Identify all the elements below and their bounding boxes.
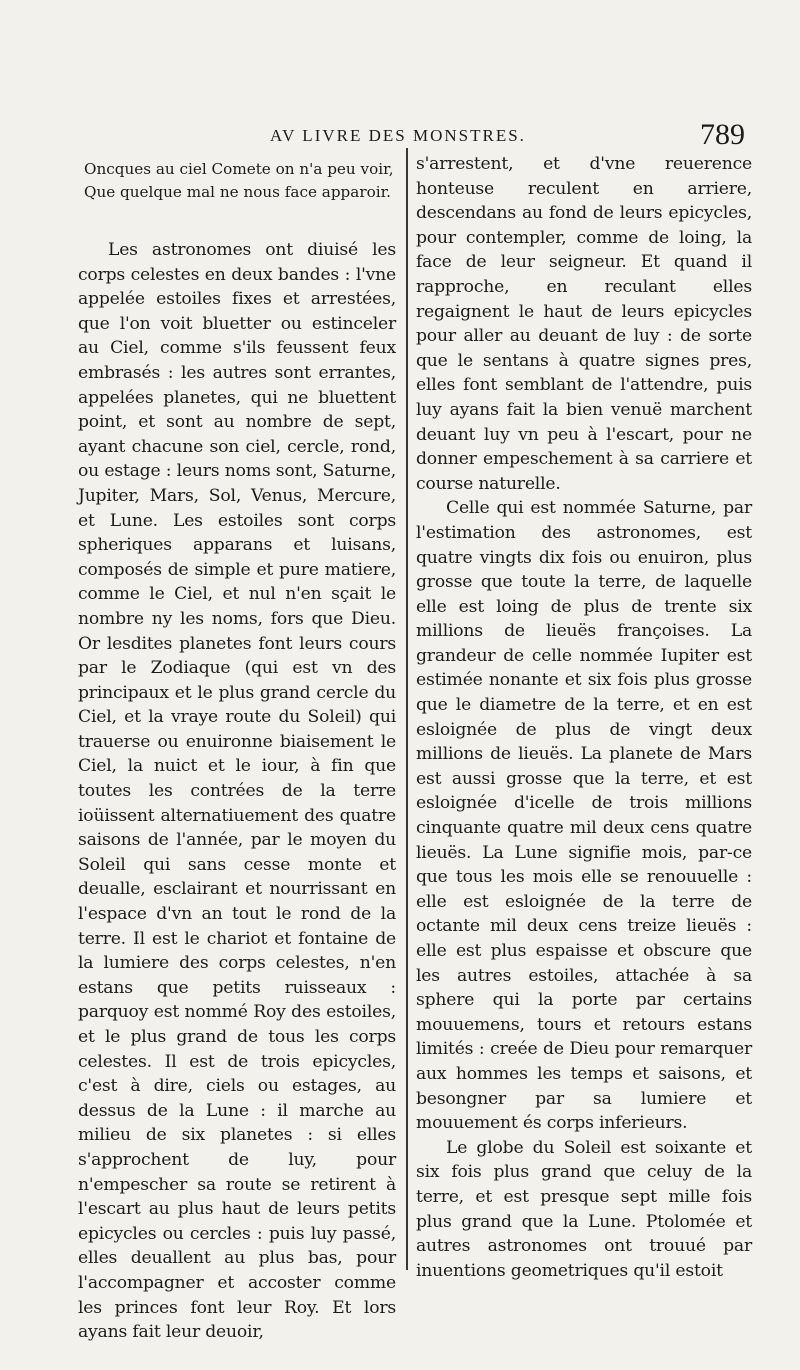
page-number: 789 (700, 118, 745, 151)
left-column (78, 152, 396, 1345)
verse-line: Que quelque mal ne nous face apparoir. (84, 183, 392, 201)
body-paragraph: s'arrestent, et d'vne reuerence honteuse reculent en arriere, descendans au fond de leurs epicycles, pour contempler, comme de loing, la face de leur seigneur. Et quand il rapproche, en reculant elles regaignent le haut de leurs epicycles pour aller au deuant de luy : de sorte que le sentans à quatre signes pres, elles font semblant de l'attendre, puis luy ayans fait la bien venuë marchent deuant luy vn peu à l'escart, pour ne donner empeschement à sa carriere et course naturelle. (416, 154, 752, 494)
body-paragraph: Celle qui est nommée Saturne, par l'estimation des astronomes, est quatre vingts dix fois ou enuiron, plus grosse que toute la terre, de laquelle elle est loing de plus de trente six millions de lieuës françoises. La grandeur de celle nommée Iupiter est estimée nonante et six fois plus grosse que le diametre de la terre, et en est esloignée de plus de vingt deux millions de lieuës. La planete de Mars est aussi grosse que la terre, et est esloignée d'icelle de trois millions cinquante quatre mil deux cens quatre lieuës. La Lune signifie mois, par-ce que tous les mois elle se renouuelle : elle est esloignée de la terre de octante mil deux cens treize lieuës : elle est plus espaisse et obscure que les autres estoiles, attachée à sa sphere qui la porte par certains mouuemens, tours et retours estans limités : creée de Dieu pour remarquer aux hommes les temps et saisons, et besongner par sa lumiere et mouuement és corps inferieurs. (416, 498, 752, 1134)
body-paragraph: Le globe du Soleil est soixante et six fois plus grand que celuy de la terre, et est presque sept mille fois plus grand que la Lune. Ptolomée et autres astronomes ont trouué par inuentions geometriques qu'il estoit (416, 1137, 752, 1281)
running-title: AV LIVRE DES MONSTRES. (270, 126, 526, 145)
body-paragraph: Les astronomes ont diuisé les corps celestes en deux bandes : l'vne appelée estoiles fixes et arrestées, que l'on voit bluetter ou estinceler au Ciel, comme s'ils feussent feux embrasés : les autres sont errantes, appelées planetes, qui ne bluettent point, et sont au nombre de sept, ayant chacune son ciel, cercle, rond, ou estage : leurs noms sont, Saturne, Jupiter, Mars, Sol, Venus, Mercure, et Lune. Les estoiles sont corps spheriques apparans et luisans, composés de simple et pure matiere, comme le Ciel, et nul n'en sçait le nombre ny les noms, fors que Dieu. Or lesdites planetes font leurs cours par le Zodiaque (qui est vn des principaux et le plus grand cercle du Ciel, et la vraye route du Soleil) qui trauerse ou enuironne biaisement le Ciel, la nuict et le iour, à fin que toutes les contrées de la terre ioüissent alternatiuement des quatre saisons de l'année, par le moyen du Soleil qui sans cesse monte et deualle, esclairant et nourrissant en l'espace d'vn an tout le rond de la terre. Il est le chariot et fontaine de la lumiere des corps celestes, n'en estans que petits ruisseaux : parquoy est nommé Roy des estoiles, et le plus grand de tous les corps celestes. Il est de trois epicycles, c'est à dire, ciels ou estages, au dessus de la Lune : il marche au milieu de six planetes : si elles s'approchent de luy, pour n'empescher sa route se retirent à l'escart au plus haut de leurs petits epicycles ou cercles : puis luy passé, elles deuallent au plus bas, pour l'accompagner et accoster comme les princes font leur Roy. Et lors ayans fait leur deuoir, (78, 240, 396, 1343)
column-divider (406, 148, 408, 1270)
verse-line: Oncques au ciel Comete on n'a peu voir, (84, 160, 394, 178)
verse-couplet (84, 158, 396, 204)
right-column (416, 152, 752, 1283)
running-header (0, 118, 800, 152)
